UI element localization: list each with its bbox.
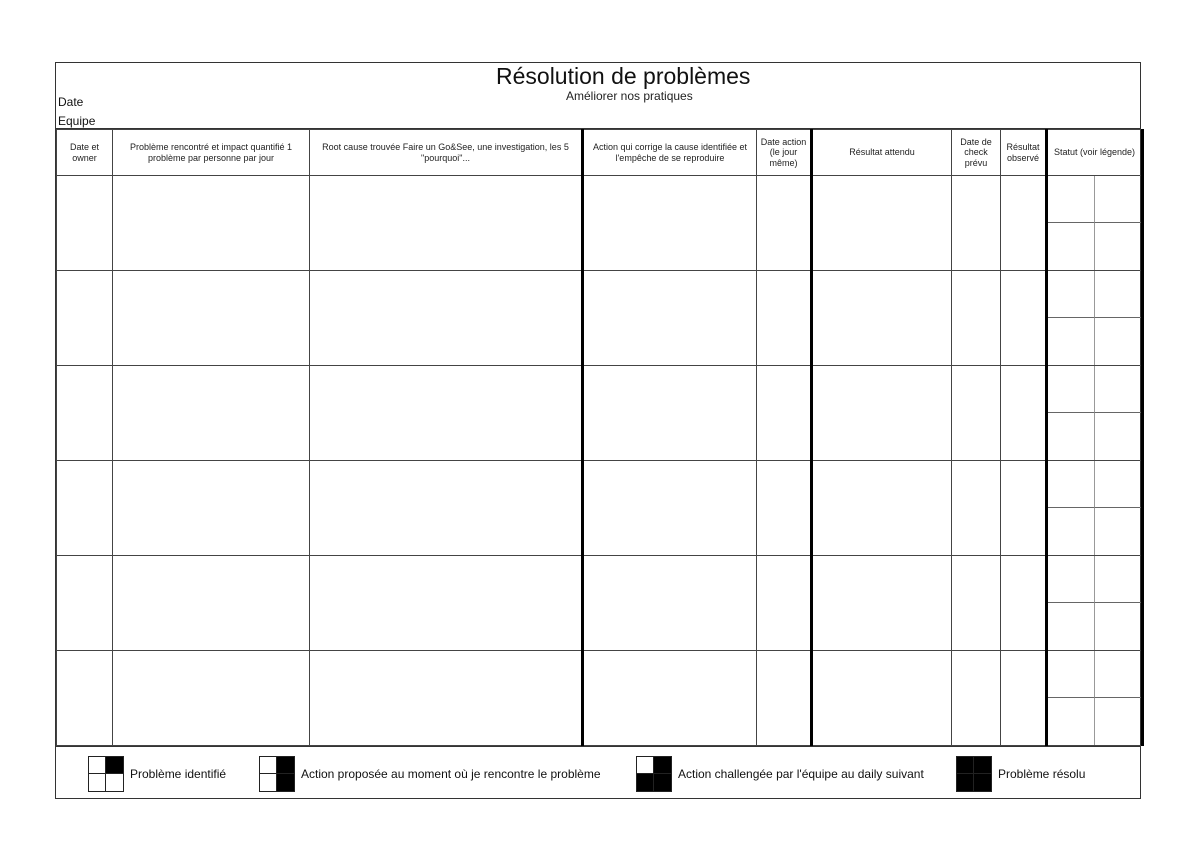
status-full-icon <box>956 756 992 792</box>
cell-root_cause[interactable] <box>310 366 583 461</box>
cell-action[interactable] <box>583 651 757 746</box>
cell-date_check[interactable] <box>952 176 1001 271</box>
legend-item-propose: Action proposée au moment où je rencontre le problème <box>259 756 601 792</box>
cell-date_check[interactable] <box>952 461 1001 556</box>
cell-date_check[interactable] <box>952 271 1001 366</box>
cell-date_owner[interactable] <box>57 556 113 651</box>
cell-date_action[interactable] <box>757 461 812 556</box>
status-quadrant[interactable] <box>1048 556 1095 603</box>
status-quadrant[interactable] <box>1095 603 1142 650</box>
legend-item-resolu: Problème résolu <box>956 756 1085 792</box>
cell-probleme[interactable] <box>113 651 310 746</box>
cell-probleme[interactable] <box>113 461 310 556</box>
status-quadrant[interactable] <box>1048 366 1095 413</box>
cell-action[interactable] <box>583 461 757 556</box>
cell-root_cause[interactable] <box>310 461 583 556</box>
status-grid[interactable] <box>1048 556 1141 650</box>
cell-resultat_attendu[interactable] <box>812 461 952 556</box>
table-row <box>57 176 1143 271</box>
cell-date_action[interactable] <box>757 366 812 461</box>
status-quadrant[interactable] <box>1048 223 1095 270</box>
status-legend <box>56 746 1140 800</box>
form-title: Résolution de problèmes <box>496 63 751 89</box>
cell-action[interactable] <box>583 176 757 271</box>
cell-date_check[interactable] <box>952 651 1001 746</box>
col-probleme: Problème rencontré et impact quantifié 1 problème par personne par jour <box>113 130 310 176</box>
status-quadrant[interactable] <box>1048 508 1095 555</box>
status-grid[interactable] <box>1048 176 1141 270</box>
cell-root_cause[interactable] <box>310 271 583 366</box>
cell-resultat_observe[interactable] <box>1001 271 1047 366</box>
cell-date_action[interactable] <box>757 271 812 366</box>
cell-date_owner[interactable] <box>57 651 113 746</box>
table-row <box>57 271 1143 366</box>
cell-root_cause[interactable] <box>310 556 583 651</box>
cell-resultat_attendu[interactable] <box>812 271 952 366</box>
cell-action[interactable] <box>583 271 757 366</box>
col-date-check: Date de check prévu <box>952 130 1001 176</box>
cell-date_check[interactable] <box>952 366 1001 461</box>
cell-date_action[interactable] <box>757 176 812 271</box>
legend-item-identifie: Problème identifié <box>88 756 226 792</box>
status-quadrant[interactable] <box>1095 413 1142 460</box>
status-quadrant[interactable] <box>1048 413 1095 460</box>
cell-resultat_attendu[interactable] <box>812 651 952 746</box>
table-row <box>57 651 1143 746</box>
table-row <box>57 461 1143 556</box>
status-quadrant[interactable] <box>1095 366 1142 413</box>
status-quadrant[interactable] <box>1095 461 1142 508</box>
cell-resultat_observe[interactable] <box>1001 176 1047 271</box>
cell-statut[interactable] <box>1047 461 1143 556</box>
cell-statut[interactable] <box>1047 556 1143 651</box>
cell-statut[interactable] <box>1047 651 1143 746</box>
cell-root_cause[interactable] <box>310 651 583 746</box>
cell-date_owner[interactable] <box>57 366 113 461</box>
form-header <box>56 63 1140 129</box>
col-resultat-attendu: Résultat attendu <box>812 130 952 176</box>
col-resultat-observe: Résultat observé <box>1001 130 1047 176</box>
team-label: Equipe <box>58 114 96 128</box>
problem-table <box>56 129 1144 746</box>
cell-statut[interactable] <box>1047 271 1143 366</box>
cell-probleme[interactable] <box>113 176 310 271</box>
status-three-quarter-icon <box>636 756 672 792</box>
cell-statut[interactable] <box>1047 176 1143 271</box>
cell-resultat_observe[interactable] <box>1001 461 1047 556</box>
status-quadrant[interactable] <box>1048 318 1095 365</box>
status-quadrant[interactable] <box>1095 698 1142 745</box>
status-quadrant[interactable] <box>1048 176 1095 223</box>
cell-probleme[interactable] <box>113 366 310 461</box>
status-quadrant[interactable] <box>1095 223 1142 270</box>
cell-resultat_observe[interactable] <box>1001 366 1047 461</box>
status-half-icon <box>259 756 295 792</box>
status-quadrant[interactable] <box>1048 461 1095 508</box>
table-header-row <box>57 130 1143 176</box>
status-quarter-icon <box>88 756 124 792</box>
cell-probleme[interactable] <box>113 556 310 651</box>
col-statut: Statut (voir légende) <box>1047 130 1143 176</box>
status-quadrant[interactable] <box>1095 271 1142 318</box>
cell-date_owner[interactable] <box>57 176 113 271</box>
col-action: Action qui corrige la cause identifiée et l'empêche de se reproduire <box>583 130 757 176</box>
cell-statut[interactable] <box>1047 366 1143 461</box>
status-grid[interactable] <box>1048 461 1141 555</box>
status-quadrant[interactable] <box>1048 271 1095 318</box>
cell-resultat_attendu[interactable] <box>812 366 952 461</box>
status-quadrant[interactable] <box>1095 508 1142 555</box>
cell-date_owner[interactable] <box>57 461 113 556</box>
status-grid[interactable] <box>1048 366 1141 460</box>
table-row <box>57 366 1143 461</box>
col-date-action: Date action (le jour même) <box>757 130 812 176</box>
cell-probleme[interactable] <box>113 271 310 366</box>
status-quadrant[interactable] <box>1095 176 1142 223</box>
status-quadrant[interactable] <box>1095 556 1142 603</box>
cell-action[interactable] <box>583 556 757 651</box>
cell-date_action[interactable] <box>757 556 812 651</box>
col-root-cause: Root cause trouvée Faire un Go&See, une investigation, les 5 "pourquoi"... <box>310 130 583 176</box>
col-date-owner: Date et owner <box>57 130 113 176</box>
table-row <box>57 556 1143 651</box>
status-quadrant[interactable] <box>1095 651 1142 698</box>
form-subtitle: Améliorer nos pratiques <box>566 89 693 103</box>
date-label: Date <box>58 95 84 109</box>
cell-resultat_attendu[interactable] <box>812 556 952 651</box>
cell-date_owner[interactable] <box>57 271 113 366</box>
cell-date_action[interactable] <box>757 651 812 746</box>
cell-resultat_observe[interactable] <box>1001 651 1047 746</box>
problem-solving-form <box>55 62 1141 799</box>
legend-item-challenge: Action challengée par l'équipe au daily suivant <box>636 756 924 792</box>
cell-action[interactable] <box>583 366 757 461</box>
status-quadrant[interactable] <box>1095 318 1142 365</box>
status-quadrant[interactable] <box>1048 651 1095 698</box>
status-quadrant[interactable] <box>1048 603 1095 650</box>
cell-root_cause[interactable] <box>310 176 583 271</box>
cell-resultat_attendu[interactable] <box>812 176 952 271</box>
cell-date_check[interactable] <box>952 556 1001 651</box>
cell-resultat_observe[interactable] <box>1001 556 1047 651</box>
status-grid[interactable] <box>1048 271 1141 365</box>
status-quadrant[interactable] <box>1048 698 1095 745</box>
status-grid[interactable] <box>1048 651 1141 745</box>
